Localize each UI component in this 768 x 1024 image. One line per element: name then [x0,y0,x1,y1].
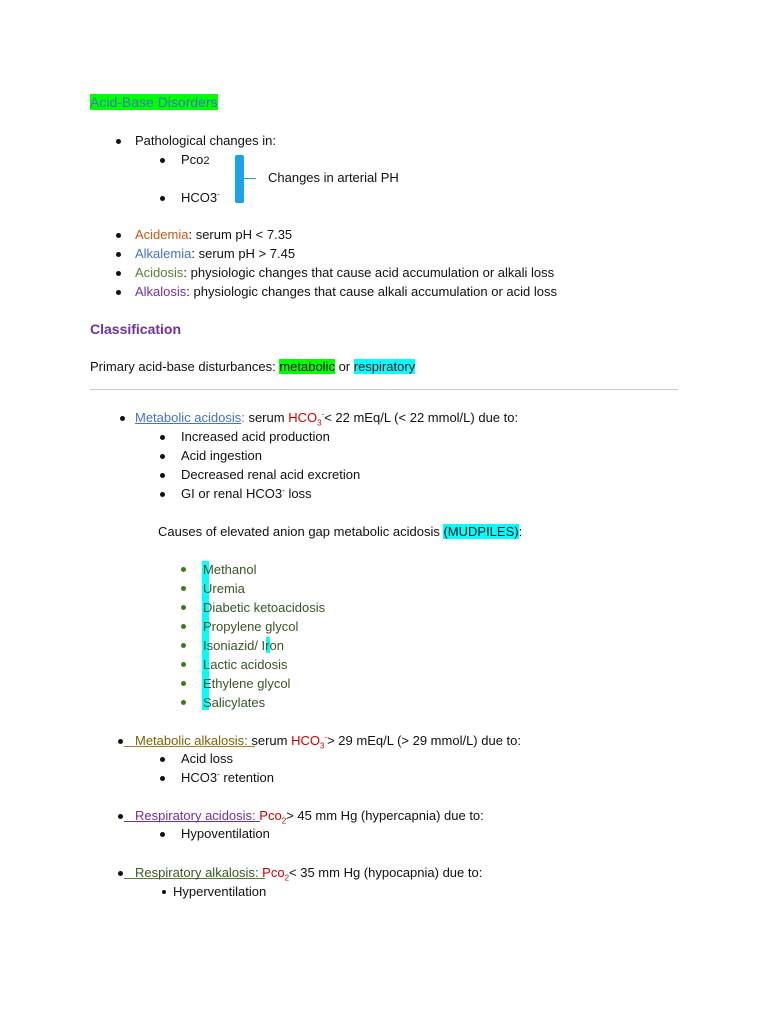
bullet [160,832,165,837]
classification-heading: Classification [90,321,182,337]
page-title: Acid-Base Disorders [90,94,218,110]
bullet [162,890,166,894]
bullet [116,233,121,238]
cause-item: HCO3- retention [181,769,274,785]
primary-disturbances-line: Primary acid-base disturbances: metabolic or respiratory [90,359,416,374]
bullet [181,605,186,610]
bullet [160,158,165,163]
metabolic-acidosis-item: Metabolic acidosis: serum $HCO_3^-< 22$ mEq/L (< 22 mmol/L) due to: [135,409,519,428]
bullet [120,416,125,421]
cause-item: Acid ingestion [181,448,262,463]
cause-item: Acid loss [181,751,234,766]
bullet [181,567,186,572]
bullet [116,290,121,295]
bullet [160,454,165,459]
mudpiles-item: Diabetic ketoacidosis [203,600,326,615]
respiratory-alkalosis-term: Respiratory alkalosis [135,865,255,880]
bracket-label: Changes in arterial PH [268,170,399,185]
mudpiles-item: Lactic acidosis [203,657,288,672]
metabolic-alkalosis-item: Metabolic alkalosis: serum $HCO_3^-> 29$ mEq/L (> 29 mmol/L) due to: [135,732,521,751]
bracket-connector [244,178,256,179]
cause-item: Hyperventilation [173,884,267,899]
brace-bracket [235,155,244,203]
acidosis-item: Acidosis: physiologic changes that cause acid accumulation or alkali loss [135,265,555,280]
bullet [160,776,165,781]
cause-item: Hypoventilation [181,826,270,841]
alkalemia-item: Alkalemia: serum pH > 7.45 [135,246,296,261]
bullet [118,814,123,819]
mudpiles-highlight: (MUDPILES) [443,524,519,539]
cause-item: GI or renal HCO3- loss [181,485,312,501]
hco3-item: HCO3- [181,189,220,205]
bullet [181,643,186,648]
bullet [160,196,165,201]
bullet [181,662,186,667]
mudpiles-item: Ethylene glycol [203,676,291,691]
acidemia-item: Acidemia: serum pH < 7.35 [135,227,293,242]
mudpiles-item: Salicylates [203,695,266,710]
mudpiles-item: Methanol [203,562,257,577]
respiratory-acidosis-term: Respiratory acidosis [135,808,253,823]
bullet [160,757,165,762]
respiratory-highlight: respiratory [353,359,416,374]
bullet [160,492,165,497]
cause-item: Increased acid production [181,429,330,444]
bullet [118,739,123,744]
mudpiles-item: Propylene glycol [203,619,299,634]
bullet [160,473,165,478]
respiratory-alkalosis-item: Respiratory alkalosis: Pco$_2$< 35 mm Hg (hypocapnia) due to: [135,865,483,883]
bullet [118,871,123,876]
cause-item: Decreased renal acid excretion [181,467,361,482]
metabolic-alkalosis-term: Metabolic alkalosis [135,733,245,748]
bullet [116,252,121,257]
bullet [181,586,186,591]
metabolic-highlight: metabolic [279,359,335,374]
bullet [181,700,186,705]
bullet [181,681,186,686]
bullet [116,271,121,276]
alkalosis-item: Alkalosis: physiologic changes that cause alkali accumulation or acid loss [135,284,557,299]
horizontal-rule [90,389,678,390]
respiratory-acidosis-item: Respiratory acidosis: Pco$_2$> 45 mm Hg (hypercapnia) due to: [135,808,484,826]
bullet [181,624,186,629]
intro-text: Pathological changes in: [135,133,276,148]
mudpiles-item: Uremia [203,581,245,596]
anion-gap-line: Causes of elevated anion gap metabolic acidosis (MUDPILES): [158,524,523,539]
bullet [160,435,165,440]
mudpiles-item: Isoniazid/ Iron [203,638,284,653]
bullet [116,139,121,144]
pco-item: Pco2 [181,152,210,167]
metabolic-acidosis-term: Metabolic acidosis [135,410,242,425]
